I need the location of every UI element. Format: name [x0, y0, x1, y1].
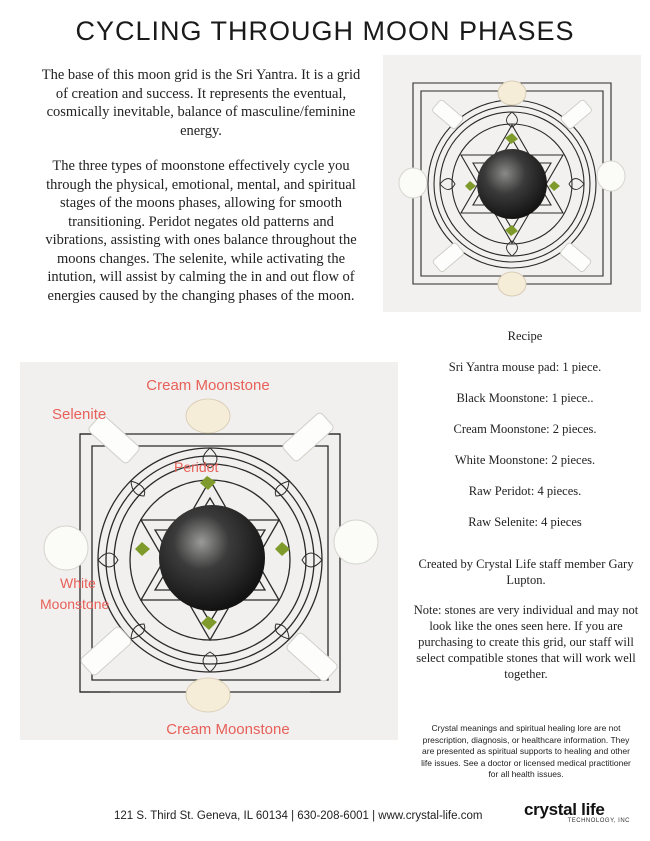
black-moonstone-sphere-small [477, 149, 547, 219]
white-moonstone-left [44, 526, 88, 570]
cream-moonstone-bottom [186, 678, 230, 712]
recipe-item: Sri Yantra mouse pad: 1 piece. [448, 360, 602, 374]
white-moonstone-left-small [399, 168, 427, 198]
recipe-heading: Recipe [507, 329, 543, 343]
logo-text: crystal life [524, 800, 605, 819]
health-disclaimer: Crystal meanings and spiritual healing lore are not prescription, diagnosis, or healthcare information. They are presented as spiritual supports to healing and other life issues. See a doctor or licensed medical practitioner for all health issues. [421, 723, 631, 779]
moon-grid-photo-small [383, 55, 641, 312]
recipe-item: Black Moonstone: 1 piece.. [456, 391, 594, 405]
page-title: CYCLING THROUGH MOON PHASES [75, 16, 575, 46]
crystal-life-logo [524, 800, 634, 824]
intro-text [38, 66, 364, 322]
cream-moonstone-bottom-small [498, 272, 526, 296]
stone-note: Note: stones are very individual and may not look like the ones seen here. If you are purchasing to create this grid, our staff will select compatible stones that will work well together. [413, 603, 639, 681]
credit-section [412, 556, 640, 696]
white-moonstone-right [334, 520, 378, 564]
logo-subtext: TECHNOLOGY, INC [567, 818, 630, 824]
moon-grid-photo-labeled [20, 362, 398, 740]
recipe-item: White Moonstone: 2 pieces. [454, 453, 596, 467]
cream-moonstone-top [186, 399, 230, 433]
label-white-line-1: White [60, 575, 96, 591]
intro-paragraph-2: The three types of moonstone effectively cycle you through the physical, emotional, mental, and spiritual stages of the moons phases, allowing for smooth transitioning. Peridot negates old patterns and vibrations, assisting with ones balance throughout the moons changes. The selenite, while activating the intution, will assist by calming the in and out flow of energies caused by the changing phases of the moon. [45, 158, 357, 304]
label-peridot: Peridot [174, 459, 219, 475]
white-moonstone-right-small [597, 161, 625, 191]
recipe-item: Raw Selenite: 4 pieces [468, 515, 582, 529]
recipe-item: Cream Moonstone: 2 pieces. [453, 422, 597, 436]
label-cream-moonstone-top: Cream Moonstone [146, 377, 270, 394]
black-moonstone-sphere [159, 505, 265, 611]
recipe-section [425, 328, 625, 545]
created-by-text: Created by Crystal Life staff member Gary Lupton. [418, 557, 634, 587]
recipe-item: Raw Peridot: 4 pieces. [468, 484, 582, 498]
label-selenite: Selenite [52, 406, 107, 423]
intro-paragraph-1: The base of this moon grid is the Sri Yantra. It is a grid of creation and success. It represents the eventual, cosmically inevitable, balance of masculine/feminine energy. [41, 67, 361, 139]
label-white-line-2: Moonstone [40, 596, 110, 612]
cream-moonstone-top-small [498, 81, 526, 105]
label-cream-moonstone-bottom: Cream Moonstone [166, 721, 290, 738]
footer-address: 121 S. Third St. Geneva, IL 60134 | 630-208-6001 | www.crystal-life.com [114, 810, 483, 822]
